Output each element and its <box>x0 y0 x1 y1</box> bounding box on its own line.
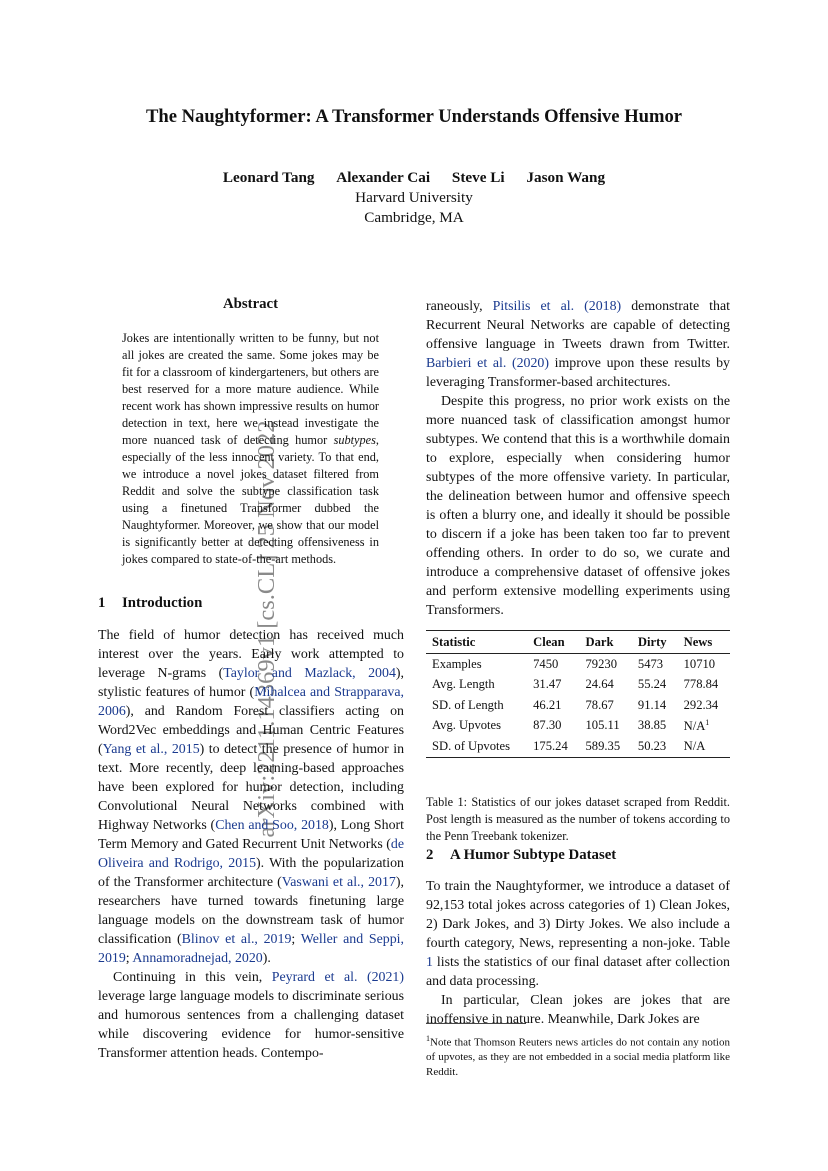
table-cell: 38.85 <box>637 718 667 733</box>
table-caption: Table 1: Statistics of our jokes dataset scraped from Reddit. Post length is measured as the number of tokens according to the Penn Treebank tokenizer. <box>426 795 730 843</box>
table-cell: SD. of Length <box>432 697 504 712</box>
table-row <box>426 654 730 675</box>
table-cell: SD. of Upvotes <box>432 738 511 753</box>
author-name: Leonard Tang <box>222 169 315 186</box>
author-names <box>0 168 828 188</box>
table-cell: 778.84 <box>683 677 719 692</box>
abstract-heading: Abstract <box>222 296 279 312</box>
table-cell: Avg. Upvotes <box>432 718 502 733</box>
citation-link[interactable]: Chen and Soo, 2018 <box>215 818 329 833</box>
table-cell: 50.23 <box>637 738 667 753</box>
intro-paragraph-3: Despite this progress, no prior work exists on the more nuanced task of classification amongst humor subtypes. We contend that this is a worthwhile domain to explore, especially when considering humor subtypes of the more offensive variety. In particular, the delineation between humor and offensive speech is often a blurry one, and ideally it should be possible to discern if a joke has been taken too far to prevent offending others. In order to do so, we curate and introduce a comprehensive dataset of offensive jokes and perform extensive modelling experiments using Transformers. <box>426 394 730 618</box>
author-name: Alexander Cai <box>336 169 431 186</box>
citation-link[interactable]: Blinov et al., 2019 <box>181 932 292 947</box>
citation-link[interactable]: Mihalcea and Strapparava, 2006 <box>98 685 404 719</box>
table-reference-link[interactable]: 1 <box>426 955 433 970</box>
table-cell: 46.21 <box>533 697 562 712</box>
section-2-body <box>426 877 730 1029</box>
table-header-cell: Dark <box>585 634 614 649</box>
affiliation: Harvard University <box>355 189 473 206</box>
citation-link[interactable]: Yang et al., 2015 <box>102 742 200 757</box>
citation-link[interactable]: Barbieri et al. (2020) <box>426 356 549 371</box>
footnote-number: 1 <box>426 1034 430 1043</box>
table-cell: 31.47 <box>533 677 562 692</box>
citation-link[interactable]: de Oliveira and Rodrigo, 2015 <box>98 837 404 871</box>
right-column-body <box>426 297 730 620</box>
table-cell: N/A <box>683 738 706 753</box>
section-2-paragraph-1: To train the Naughtyformer, we introduce a dataset of 92,153 total jokes across categories of 1) Clean Jokes, 2) Dark Jokes, and 3) Dirty Jokes. We also include a fourth category, News, representing a non-joke. Table 1 lists the statistics of our final dataset after collection and data processing. <box>426 879 730 989</box>
footnote-divider <box>426 1023 526 1024</box>
section-2-paragraph-2: In particular, Clean jokes are jokes that are inoffensive in nature. Meanwhile, Dark Jokes are <box>426 993 730 1027</box>
table-cell: 589.35 <box>585 738 621 753</box>
intro-paragraph-2-continued: raneously, Pitsilis et al. (2018) demonstrate that Recurrent Neural Networks are capable of detecting offensive language in Tweets drawn from Twitter. Barbieri et al. (2020) improve upon these results by leveraging Transformer-based architectures. <box>426 299 730 390</box>
table-cell: 78.67 <box>585 697 614 712</box>
table-cell: 10710 <box>683 656 716 671</box>
citation-link[interactable]: Vaswani et al., 2017 <box>281 875 396 890</box>
citation-link[interactable]: Taylor and Mazlack, 2004 <box>223 666 396 681</box>
author-name: Jason Wang <box>526 169 606 186</box>
intro-paragraph-2: Continuing in this vein, Peyrard et al. (2021) leverage large language models to discriminate serious and humorous sentences from a challenging dataset while discovering evidence for humor-sensitive Transformer attention heads. Contempo- <box>98 970 405 1061</box>
citation-link[interactable]: Peyrard et al. (2021) <box>271 970 405 985</box>
location: Cambridge, MA <box>364 209 464 226</box>
table-cell: 105.11 <box>585 718 620 733</box>
author-block <box>0 168 828 228</box>
table-cell: 91.14 <box>637 697 667 712</box>
table-header-cell: Clean <box>533 634 565 649</box>
table-header-cell: News <box>683 634 713 649</box>
abstract-emphasis: subtypes <box>333 433 376 447</box>
table-cell: Avg. Length <box>432 677 495 692</box>
abstract-body: Jokes are intentionally written to be funny, but not all jokes are created the same. Some jokes may be fit for a classroom of kindergarteners, but others are best reserved for a more mature audience. While recent work has shown impressive results on humor detection in text, here we instead investigate the more nuanced task of detecting humor subtypes, especially of the less innocent variety. To that end, we introduce a novel jokes dataset filtered from Reddit and solve the subtype classification task using a finetuned Transformer dubbed the Naughtyformer. Moreover, we show that our model is significantly better at detecting offensiveness in jokes compared to state-of-the-art methods. <box>122 331 379 566</box>
table-cell: Examples <box>432 656 482 671</box>
citation-link[interactable]: Pitsilis et al. (2018) <box>492 299 622 314</box>
arxiv-id-text: arXiv:2211.14369v1 [cs.CL] 25 Nov 2022 <box>253 420 280 838</box>
table-row <box>426 716 730 737</box>
section-heading-dataset: 2 A Humor Subtype Dataset <box>426 847 617 863</box>
table-cell: 24.64 <box>585 677 614 692</box>
citation-link[interactable]: Annamoradnejad, 2020 <box>132 951 263 966</box>
table-row <box>426 675 730 696</box>
table-cell: $N/A^1$ <box>683 717 710 733</box>
footnote-text: Note that Thomson Reuters news articles do not contain any notion of upvotes, as they are not embedded in a social media platform like Reddit. <box>426 1036 730 1078</box>
author-name: Steve Li <box>451 169 505 186</box>
table-cell: 7450 <box>533 656 559 671</box>
left-column-body <box>98 626 404 1063</box>
table-1 <box>426 630 730 758</box>
table-cell: 292.34 <box>683 697 719 712</box>
table-row <box>426 695 730 716</box>
footnote <box>426 1032 730 1079</box>
footnote-marker[interactable]: 1 <box>705 717 710 727</box>
section-heading-introduction: 1 Introduction <box>98 595 203 611</box>
table-row <box>426 736 730 757</box>
table-header-row <box>426 631 730 654</box>
table-cell: 87.30 <box>533 718 562 733</box>
table-cell: 55.24 <box>637 677 667 692</box>
table-cell: 79230 <box>585 656 617 671</box>
table-header-cell: Dirty <box>637 634 667 649</box>
table-cell: 5473 <box>637 656 664 671</box>
paper-title: The Naughtyformer: A Transformer Understands Offensive Humor <box>145 106 683 127</box>
table-header-cell: Statistic <box>432 634 476 649</box>
intro-paragraph-1: The field of humor detection has received much interest over the years. Early work attempted to leverage N-grams (Taylor and Mazlack, 2004), stylistic features of humor (Mihalcea and Strapparava, 2006), and Random Forest classifiers acting on Word2Vec embeddings and Human Centric Features (Yang et al., 2015) to detect the presence of humor in text. More recently, deep learning-based approaches have been explored for humor detection, including Convolutional Neural Networks combined with Highway Networks (Chen and Soo, 2018), Long Short Term Memory and Gated Recurrent Unit Networks (de Oliveira and Rodrigo, 2015). With the popularization of the Transformer architecture (Vaswani et al., 2017), researchers have turned towards finetuning large language models on the downstream task of humor classification (Blinov et al., 2019; Weller and Seppi, 2019; Annamoradnejad, 2020). <box>98 628 405 966</box>
citation-link[interactable]: Weller and Seppi, 2019 <box>98 932 404 966</box>
table-cell: 175.24 <box>533 738 568 753</box>
